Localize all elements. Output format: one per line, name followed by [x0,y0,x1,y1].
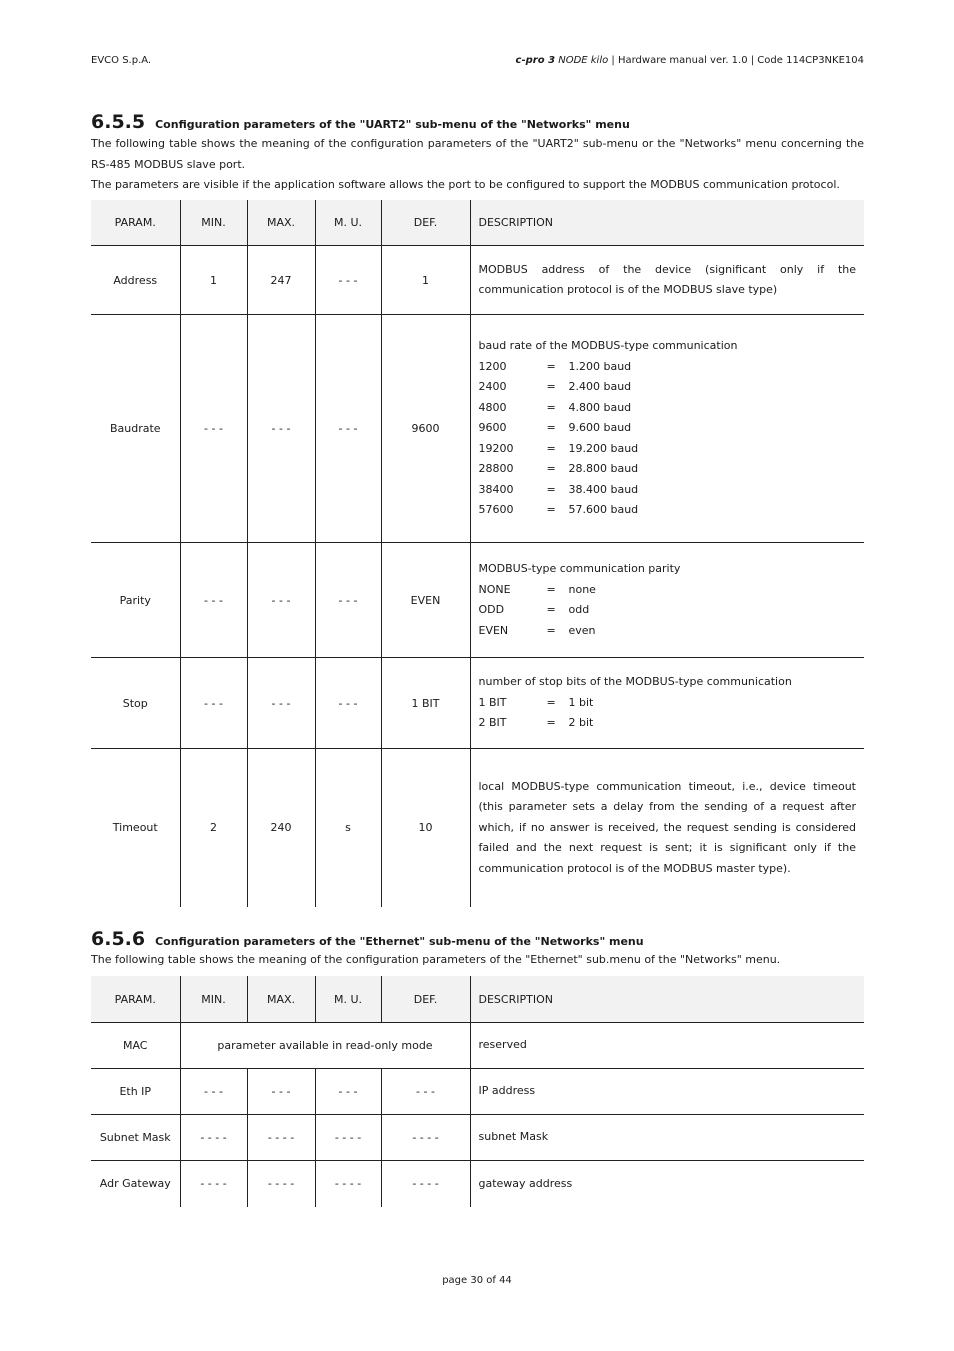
header-document-info [516,55,864,66]
option-equals: = [546,400,556,414]
option-row [479,713,857,734]
option-equals: = [546,582,556,596]
option-key: 2400 [478,380,507,394]
option-value: 4.800 baud [568,400,632,414]
option-equals: = [546,503,556,517]
param-description: IP address [470,1069,864,1115]
param-max: - - - [247,1069,315,1115]
option-row [479,459,857,480]
table-row [91,1115,864,1161]
section-heading [91,111,864,133]
param-unit: - - - [315,315,381,543]
param-name: Stop [91,658,180,749]
option-key: 9600 [478,421,507,435]
option-row [479,600,857,621]
column-header: MAX. [247,976,315,1023]
option-value: 2.400 baud [568,380,632,394]
option-key: NONE [478,582,511,596]
option-key: 4800 [478,400,507,414]
param-readonly-note: parameter available in read-only mode [180,1023,470,1069]
param-default: EVEN [381,543,470,658]
section-6-5-5 [91,111,864,196]
option-key: 38400 [478,482,514,496]
option-row [479,500,857,521]
param-description [470,315,864,543]
option-equals: = [546,421,556,435]
option-key: 19200 [478,441,514,455]
option-value: 1.200 baud [568,359,632,373]
option-row [479,693,857,714]
param-unit: - - - [315,246,381,315]
param-max: - - - - [247,1161,315,1207]
uart2-parameters-table [91,200,864,907]
option-key: EVEN [478,623,509,637]
option-row [479,621,857,642]
param-min: - - - [180,658,247,749]
option-row [479,398,857,419]
option-value: 1 bit [568,695,594,709]
option-equals: = [546,359,556,373]
param-max: - - - - [247,1115,315,1161]
ethernet-parameters-table [91,976,864,1207]
table-row [91,1023,864,1069]
table-row [91,658,864,749]
option-row [479,439,857,460]
column-header: PARAM. [91,976,180,1023]
param-description: local MODBUS-type communication timeout, i.e., device timeout (this parameter sets a delay from the sending of a request after which, if no answer is received, the request sending is considered failed and the next request is sent; it is significant only if the communication protocol is of the MODBUS master type). [470,749,864,907]
section-title: Configuration parameters of the "Ethernet" sub-menu of the "Networks" menu [155,935,644,948]
param-unit: - - - - [315,1161,381,1207]
param-min: 2 [180,749,247,907]
param-name: Baudrate [91,315,180,543]
description-text: number of stop bits of the MODBUS-type communication [478,675,792,689]
param-max: 247 [247,246,315,315]
param-default: 1 [381,246,470,315]
column-header: DEF. [381,200,470,246]
page-number: page 30 of 44 [442,1275,512,1286]
param-name: Eth IP [91,1069,180,1115]
table-row [91,749,864,907]
option-value: none [568,582,596,596]
column-header: PARAM. [91,200,180,246]
option-row [479,480,857,501]
param-description: subnet Mask [470,1115,864,1161]
option-value: 9.600 baud [568,421,632,435]
param-unit: s [315,749,381,907]
param-max: 240 [247,749,315,907]
section-number: 6.5.5 [91,111,146,133]
column-header: MIN. [180,200,247,246]
param-name: Parity [91,543,180,658]
section-number: 6.5.6 [91,928,146,950]
section-paragraph: The following table shows the meaning of the configuration parameters of the "UART2" sub-menu or the "Networks" menu concerning the RS-485 MODBUS slave port. [91,137,864,171]
description-text: baud rate of the MODBUS-type communication [478,339,738,353]
column-header: MAX. [247,200,315,246]
table-row [91,1161,864,1207]
param-min: - - - - [180,1161,247,1207]
table-row [91,1069,864,1115]
table-row [91,315,864,543]
param-name: Subnet Mask [91,1115,180,1161]
option-equals: = [546,441,556,455]
column-header: DESCRIPTION [470,200,864,246]
param-default: 9600 [381,315,470,543]
param-min: 1 [180,246,247,315]
option-key: 57600 [478,503,514,517]
option-value: 28.800 baud [568,462,639,476]
param-min: - - - [180,543,247,658]
section-6-5-6 [91,928,864,971]
param-default: - - - [381,1069,470,1115]
param-description [470,543,864,658]
param-description: MODBUS address of the device (significant only if the communication protocol is of the MODBUS slave type) [470,246,864,315]
param-name: Adr Gateway [91,1161,180,1207]
option-key: 28800 [478,462,514,476]
param-name: Timeout [91,749,180,907]
header-product-model: NODE kilo [558,55,609,66]
option-equals: = [546,716,556,730]
option-equals: = [546,462,556,476]
table-row [91,246,864,315]
option-value: odd [568,603,590,616]
option-row [479,580,857,601]
option-value: even [568,623,596,637]
param-name: MAC [91,1023,180,1069]
option-equals: = [546,603,556,616]
param-default: - - - - [381,1161,470,1207]
param-description: gateway address [470,1161,864,1207]
option-equals: = [546,623,556,637]
param-min: - - - [180,315,247,543]
column-header: M. U. [315,200,381,246]
header-company: EVCO S.p.A. [91,55,152,66]
section-title: Configuration parameters of the "UART2" sub-menu of the "Networks" menu [155,118,630,131]
section-paragraph: The following table shows the meaning of the configuration parameters of the "Ethernet" sub.menu of the "Networks" menu. [91,953,781,966]
column-header: DESCRIPTION [470,976,864,1023]
header-manual-info: | Hardware manual ver. 1.0 | Code 114CP3NKE104 [611,55,864,66]
param-name: Address [91,246,180,315]
option-value: 38.400 baud [568,482,639,496]
param-unit: - - - - [315,1115,381,1161]
table-row [91,543,864,658]
option-row [479,357,857,378]
option-value: 19.200 baud [568,441,639,455]
option-value: 2 bit [568,716,594,730]
column-header: DEF. [381,976,470,1023]
param-max: - - - [247,315,315,543]
table-header-row [91,976,864,1023]
option-equals: = [546,482,556,496]
description-text: MODBUS-type communication parity [478,562,681,575]
param-max: - - - [247,658,315,749]
option-equals: = [546,695,556,709]
section-heading [91,928,864,950]
option-value: 57.600 baud [568,503,639,517]
param-unit: - - - [315,543,381,658]
column-header: MIN. [180,976,247,1023]
table-header-row [91,200,864,246]
option-key: 1 BIT [478,695,507,709]
option-key: 2 BIT [478,716,507,730]
param-unit: - - - [315,658,381,749]
param-description: reserved [470,1023,864,1069]
header-product-name: c-pro 3 [515,55,556,66]
param-description [470,658,864,749]
option-row [479,377,857,398]
param-unit: - - - [315,1069,381,1115]
param-max: - - - [247,543,315,658]
option-equals: = [546,380,556,394]
option-key: ODD [478,603,505,616]
param-default: 1 BIT [381,658,470,749]
column-header: M. U. [315,976,381,1023]
param-default: - - - - [381,1115,470,1161]
param-min: - - - [180,1069,247,1115]
option-row [479,418,857,439]
option-key: 1200 [478,359,507,373]
param-min: - - - - [180,1115,247,1161]
section-paragraph: The parameters are visible if the application software allows the port to be configured to support the MODBUS communication protocol. [91,178,840,191]
param-default: 10 [381,749,470,907]
